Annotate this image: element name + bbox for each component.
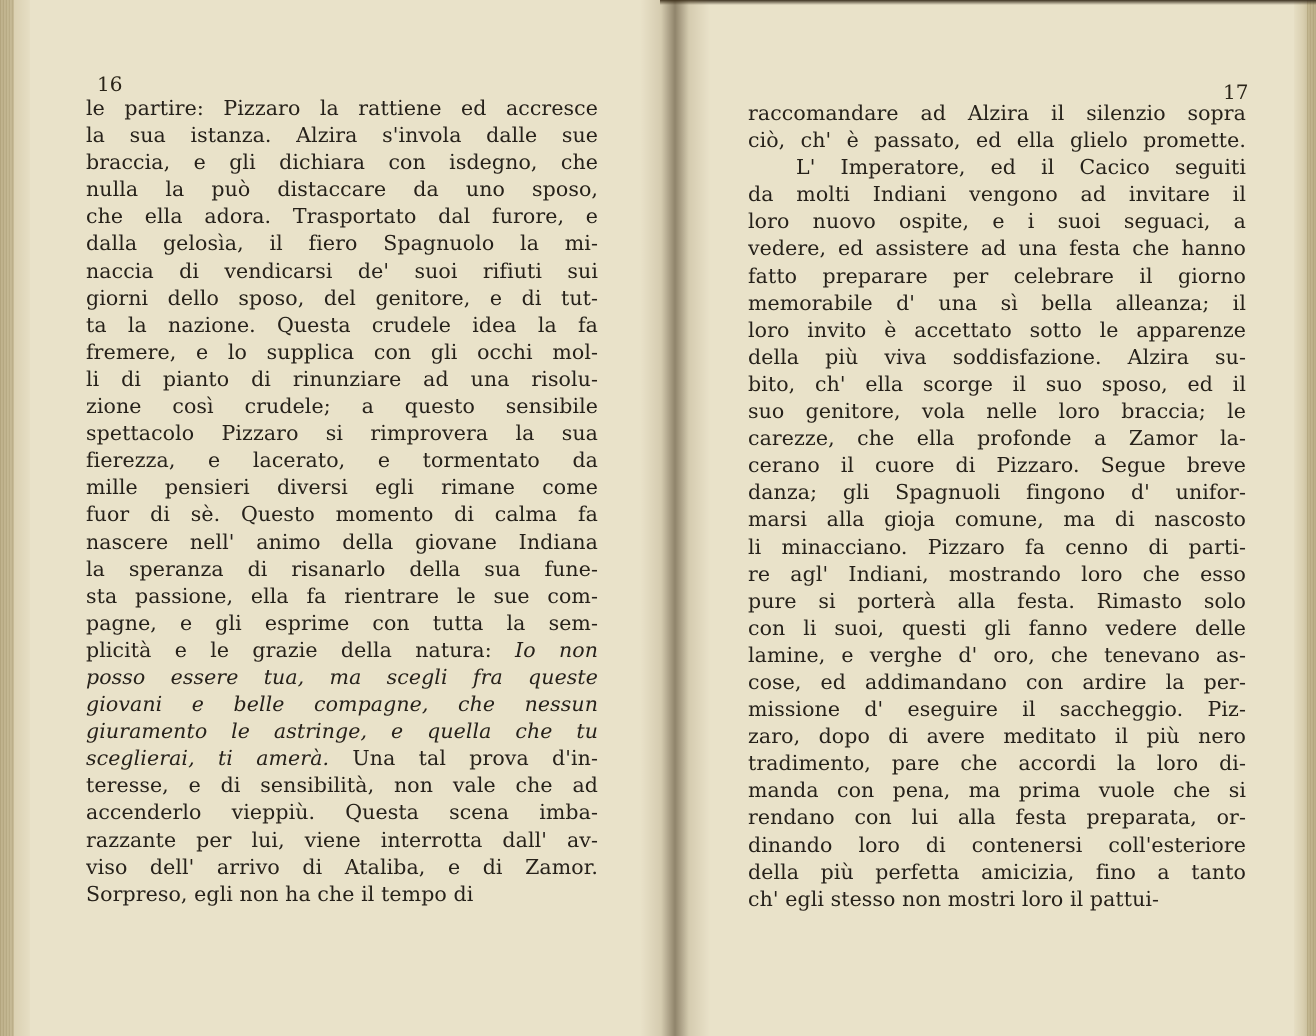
line-text: loro invito è accettato sotto le apparenze: [748, 317, 1246, 342]
line-text: la sua istanza. Alzira s'invola dalle sue: [86, 123, 598, 148]
text-line: [748, 615, 1246, 642]
line-text: cerano il cuore di Pizzaro. Segue breve: [748, 453, 1246, 478]
text-line: [748, 317, 1246, 344]
text-line: [748, 534, 1246, 561]
page-number: 17: [1223, 80, 1249, 104]
line-text: raccomandare ad Alzira il silenzio sopra: [748, 101, 1246, 125]
line-text: viso dell' arrivo di Ataliba, e di Zamor.: [86, 854, 598, 879]
text-line: [748, 669, 1246, 696]
text-line: [86, 230, 598, 257]
text-line: [86, 556, 598, 583]
text-line: [86, 474, 598, 501]
line-text: zione così crudele; a questo sensibile: [86, 394, 598, 419]
text-line: [748, 642, 1246, 669]
text-line: [86, 772, 598, 799]
line-text: ch' egli stesso non mostri loro il pattui-: [748, 886, 1160, 911]
line-text: giovani e belle compagne, che nessun: [86, 692, 598, 717]
line-text: memorabile d' una sì bella alleanza; il: [748, 290, 1246, 315]
line-text-italic: Io non: [515, 637, 598, 662]
line-text: dalla gelosìa, il fiero Spagnuolo la mi-: [86, 231, 598, 256]
text-line: [86, 312, 598, 339]
text-line: [748, 859, 1246, 886]
text-line: [748, 127, 1246, 154]
left-page: [30, 0, 662, 1036]
text-line: [86, 637, 598, 664]
text-line: [86, 854, 598, 881]
text-line: [86, 799, 598, 826]
line-text: vedere, ed assistere ad una festa che hanno: [748, 236, 1246, 261]
line-text: dinando loro di contenersi coll'esteriore: [748, 832, 1246, 857]
text-line: [86, 583, 598, 610]
text-line: [86, 366, 598, 393]
text-line: [748, 100, 1246, 127]
text-line: [86, 122, 598, 149]
left-page-edges: [0, 0, 30, 1036]
text-line: [86, 718, 598, 745]
line-text: braccia, e gli dichiara con isdegno, che: [86, 150, 598, 175]
text-line: [748, 235, 1246, 262]
line-text: la speranza di risanarlo della sua fune-: [86, 556, 598, 581]
text-line: [86, 176, 598, 203]
text-line: [86, 203, 598, 230]
text-line: [748, 344, 1246, 371]
text-line: [748, 371, 1246, 398]
line-text: che ella adora. Trasportato dal furore, e: [86, 204, 598, 229]
line-text: li di pianto di rinunziare ad una risolu-: [86, 366, 598, 391]
line-text: teresse, e di sensibilità, non vale che ad: [86, 773, 598, 798]
line-text: accenderlo vieppiù. Questa scena imba-: [86, 800, 598, 825]
text-line: [748, 479, 1246, 506]
page-text: [86, 95, 598, 908]
text-line: [86, 95, 598, 122]
text-line: [748, 290, 1246, 317]
line-text: marsi alla gioja comune, ma di nascosto: [748, 507, 1246, 532]
text-line: [86, 501, 598, 528]
line-text: con li suoi, questi gli fanno vedere delle: [748, 615, 1246, 640]
text-line: [86, 827, 598, 854]
text-line: [86, 258, 598, 285]
line-text: plicità e le grazie della natura:: [86, 637, 492, 662]
line-text: ta la nazione. Questa crudele idea la fa: [86, 312, 598, 337]
line-text: della più viva soddisfazione. Alzira su-: [748, 344, 1246, 369]
line-text: posso essere tua, ma scegli fra queste: [86, 664, 598, 689]
line-text: mille pensieri diversi egli rimane come: [86, 475, 598, 500]
line-text: manda con pena, ma prima vuole che si: [748, 778, 1246, 803]
line-text: Sorpreso, egli non ha che il tempo di: [86, 881, 474, 906]
line-text: naccia di vendicarsi de' suoi rifiuti sui: [86, 258, 598, 283]
right-page: [690, 0, 1294, 1036]
line-text: li minacciano. Pizzaro fa cenno di parti-: [748, 534, 1246, 559]
text-line: [748, 588, 1246, 615]
page-number: 16: [97, 72, 123, 96]
line-text: fuor di sè. Questo momento di calma fa: [86, 502, 598, 527]
text-line: [748, 804, 1246, 831]
text-line: [748, 181, 1246, 208]
line-text: le partire: Pizzaro la rattiene ed accresce: [86, 96, 598, 120]
text-line: [748, 154, 1246, 181]
text-line: [86, 339, 598, 366]
text-line: [86, 393, 598, 420]
text-line: [748, 506, 1246, 533]
line-text: rendano con lui alla festa preparata, or-: [748, 805, 1246, 830]
line-text: bito, ch' ella scorge il suo sposo, ed il: [748, 371, 1246, 396]
line-text: fatto preparare per celebrare il giorno: [748, 263, 1246, 288]
text-line: [748, 561, 1246, 588]
line-text: cose, ed addimandano con ardire la per-: [748, 669, 1246, 694]
line-text: suo genitore, vola nelle loro braccia; le: [748, 399, 1246, 424]
text-line: [86, 529, 598, 556]
text-line: [748, 832, 1246, 859]
text-line: [86, 745, 598, 772]
text-line: [748, 750, 1246, 777]
text-line: [86, 447, 598, 474]
page-text: [748, 100, 1246, 913]
line-text: pagne, e gli esprime con tutta la sem-: [86, 610, 598, 635]
line-text: nascere nell' animo della giovane Indiana: [86, 529, 598, 554]
line-text: tradimento, pare che accordi la loro di-: [748, 751, 1246, 776]
line-text: da molti Indiani vengono ad invitare il: [748, 182, 1246, 207]
line-text-tail: Una tal prova d'in-: [352, 746, 598, 771]
text-line: [748, 886, 1246, 913]
line-text: fremere, e lo supplica con gli occhi mol-: [86, 339, 598, 364]
line-text: missione d' eseguire il saccheggio. Piz-: [748, 697, 1246, 722]
text-line: [748, 452, 1246, 479]
text-line: [86, 420, 598, 447]
line-text: zaro, dopo di avere meditato il più nero: [748, 724, 1246, 749]
text-line: [86, 664, 598, 691]
text-line: [748, 425, 1246, 452]
text-line: [86, 610, 598, 637]
text-line: [86, 881, 598, 908]
text-line: [86, 691, 598, 718]
text-line: [86, 149, 598, 176]
line-text: re agl' Indiani, mostrando loro che esso: [748, 561, 1246, 586]
text-line: [748, 696, 1246, 723]
text-line: [748, 398, 1246, 425]
line-text: lamine, e verghe d' oro, che tenevano as-: [748, 642, 1246, 667]
line-text: carezze, che ella profonde a Zamor la-: [748, 426, 1246, 451]
line-text: giorni dello sposo, del genitore, e di tut-: [86, 285, 598, 310]
text-line: [748, 777, 1246, 804]
line-text: spettacolo Pizzaro si rimprovera la sua: [86, 421, 598, 446]
line-text: razzante per lui, viene interrotta dall' av-: [86, 827, 598, 852]
line-text: loro nuovo ospite, e i suoi seguaci, a: [748, 209, 1246, 234]
text-line: [86, 285, 598, 312]
line-text: ciò, ch' è passato, ed ella glielo promette.: [748, 128, 1246, 153]
line-text: della più perfetta amicizia, fino a tanto: [748, 859, 1246, 884]
line-text: pure si porterà alla festa. Rimasto solo: [748, 588, 1246, 613]
line-text: L' Imperatore, ed il Cacico seguiti: [796, 155, 1246, 180]
right-page-edges: [1294, 0, 1316, 1036]
text-line: [748, 263, 1246, 290]
line-text: sta passione, ella fa rientrare le sue com-: [86, 583, 598, 608]
line-text: giuramento le astringe, e quella che tu: [86, 719, 598, 744]
line-text: sceglierai, ti amerà.: [86, 746, 330, 771]
text-line: [748, 208, 1246, 235]
line-text: nulla la può distaccare da uno sposo,: [86, 177, 598, 202]
line-text: fierezza, e lacerato, e tormentato da: [86, 448, 598, 473]
line-text: danza; gli Spagnuoli fingono d' unifor-: [748, 480, 1246, 505]
text-line: [748, 723, 1246, 750]
